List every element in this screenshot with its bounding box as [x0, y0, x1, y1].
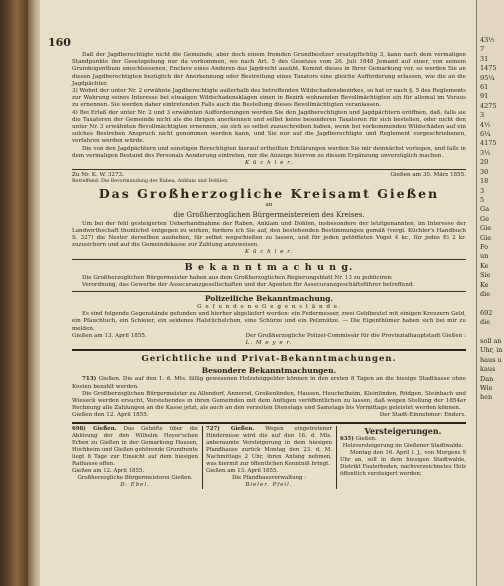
- besondere-heading: Besondere Bekanntmachungen.: [201, 366, 337, 376]
- notice-635-text: Montag den 16. April l. J., von Morgens 9 Uhr an, soll in dem hiesigen Stadtwalde, Distrikt Faulerboden, nachverzeichnetes Holz öffentlich versteigert werden:: [340, 449, 466, 477]
- polizei-office: Der Großherzogliche Polizei-Commissär für die Provinzialhauptstadt Gießen :: [245, 332, 466, 339]
- adjacent-page-line: 91: [480, 92, 489, 101]
- notice-698-office: Großherzogliche Bürgermeisterei Gießen.: [77, 474, 193, 481]
- page-gutter: [28, 0, 40, 586]
- polizei-footer: [72, 333, 466, 340]
- gefunden-subheading: G e f u n d e n e G e g e n s t ä n d e.: [197, 304, 341, 311]
- reference-subject: Betreffend: Die Bevormundung der Rabea, Anklam und Doblien.: [72, 179, 229, 185]
- adjacent-page-line: Ke: [480, 280, 489, 289]
- adjacent-page-lines: [477, 0, 504, 403]
- notice-713-text-2: Die Großherzoglichen Bürgermeister zu Allendorf, Annerod, Großenlinden, Hausen, Heuchelheim, Kleinlinden, Rödgen, Steinbach und Wieseck werden ersucht, Vorstehendes in ihren Gemeinden mit dem Anfügen veröffentlichen zu lassen, daß wegen Stellung der 1854er Rechnung alle Zahlungen an die Kasse jetzt, als auch an den verzeiten Dienstags und Samstags bis Vormittags geleistet werden können.: [72, 390, 466, 412]
- divider: [72, 169, 466, 170]
- reference-number: Zu Nr. K. W. 3273.: [72, 172, 124, 179]
- adjacent-page-line: Fo: [480, 242, 489, 251]
- adjacent-page-line: kaus: [480, 365, 496, 374]
- three-column-notices: [72, 426, 466, 489]
- versteigerungen: [336, 426, 466, 489]
- polizei-heading: Polizeiliche Bekanntmachung.: [204, 294, 334, 304]
- adjacent-page-line: [477, 328, 504, 337]
- book-spine: [0, 0, 28, 586]
- notice-727-signature: Bieler. Pfeil.: [245, 481, 293, 488]
- page-number: 160: [48, 36, 71, 49]
- adjacent-page-line: Ga: [480, 205, 490, 214]
- signature-kuechler-2: K ü c h l e r.: [244, 249, 294, 256]
- polizei-date: Gießen am 13. April 1855.: [72, 332, 147, 339]
- gefunden-text: Es sind folgende Gegenstände gefunden und hierher abgeliefert worden: ein Federmesser, zwei Geldbeutel mit einigen Kreuzern Geld, ein Pfauchtuch, ein Schleier, ein seidenes Halstüchelchen, eine Schürze und ein Pelzmütze. — Die Eigenthümer haben sich bei mir zu melden.: [72, 311, 466, 332]
- adjacent-page-line: 1475: [480, 64, 497, 73]
- kreisamt-an: an: [265, 202, 273, 209]
- notice-713-number: 713): [82, 376, 97, 383]
- notice-713-date: Gießen den 12. April 1855.: [72, 412, 149, 419]
- adjacent-page-line: 4½: [480, 120, 491, 129]
- notice-727-date: Gießen am 13. April 1855.: [206, 467, 279, 474]
- left-page: [40, 0, 476, 586]
- adjacent-page-line: 31: [480, 54, 489, 63]
- divider: [72, 259, 466, 260]
- adjacent-page-line: 4175: [480, 139, 497, 148]
- adjacent-page-line: hen: [480, 393, 493, 402]
- notice-635-subtitle: Holzversteigerung im Gießener Stadtwalde.: [342, 442, 464, 449]
- divider-thick: [72, 349, 466, 351]
- notice-727-office: Die Pfandhausverwaltung :: [231, 474, 307, 481]
- notice-698-text: Das Gehöfte über die Ablösung der den Wilhelm Heyer'schen Erben zu Gießen in der Gemarkung Hausen, Hochheim und Gießen gehörende Grundrente liegt 8 Tage zur Einsicht auf dem hiesigen Rathause offen.: [72, 425, 198, 467]
- adjacent-page-line: 3½: [480, 148, 491, 157]
- notice-713-body: Gießen. Die auf den 1. d. Mts. fällig gewesenen Holzsteiggelder können in den ersten 8 Tagen an die hiesige Stadtkasse ohne Kosten bezahlt werden.: [72, 376, 467, 390]
- adjacent-page-line: 20: [480, 158, 489, 167]
- kreisamt-heading: Das Großherzogliche Kreisamt Gießen: [98, 186, 440, 202]
- kreisamt-addressee: die Großherzoglichen Bürgermeistereien des Kreises.: [173, 210, 365, 219]
- page-content: [72, 52, 466, 489]
- adjacent-page-line: 30: [480, 167, 489, 176]
- notice-727-number: 727) Gießen.: [206, 425, 255, 432]
- adjacent-page-line: 692: [480, 308, 493, 317]
- adjacent-page-line: 4275: [480, 101, 497, 110]
- adjacent-page-line: haus u: [480, 355, 502, 364]
- adjacent-page-line: Uhr, in: [480, 346, 503, 355]
- adjacent-page-line: Dan: [480, 374, 494, 383]
- adjacent-page-line: [477, 299, 504, 308]
- adjacent-page-line: die: [480, 289, 491, 298]
- adjacent-page-line: 95¼: [480, 73, 495, 82]
- signature-kuechler-1: K ü c h l e r.: [244, 160, 294, 167]
- bekanntmachung-heading: B e k a n n t m a c h u n g.: [184, 261, 354, 273]
- adjacent-page-line: Ke: [480, 261, 489, 270]
- versteigerungen-heading: Versteigerungen.: [364, 425, 442, 436]
- notice-727-text: Wegen eingetretener Hindernisse wird die auf den 16. d. Mts. anberaumte Versteigerung in dem hiesigen Pfandhause zurück Montag den 23. d. M. Nachmittags 2 Uhr, ihren Anfang nehmen, was hiermit zur öffentlichen Kenntniß bringt.: [206, 425, 332, 467]
- divider: [72, 291, 466, 292]
- intro-paragraph-4: Die von den Jagdpächtern und sonstigen Berechtigten hierauf ertheilten Erklärungen werden Sie mir demnächst vorlegen, und falls in dem vermaligen Bestand des Personals Aenderung eintreten, mir die Anzeige hiervon zu diesem Ergänzung unverzüglich machen.: [72, 145, 466, 159]
- notice-713-signature: Der Stadt-Einnehmer: Enders.: [379, 412, 466, 419]
- notice-698-number: 698) Gießen.: [72, 425, 117, 432]
- adjacent-page-line: un: [480, 252, 489, 261]
- adjacent-page-line: die: [480, 318, 491, 327]
- adjacent-page-line: Gie: [480, 233, 492, 242]
- divider-thick: [72, 422, 466, 424]
- notice-698: [72, 426, 198, 489]
- notice-713-text: [72, 376, 466, 390]
- intro-paragraph-1: Daß der Jagdberechtigte nicht die Gemeinde, aber doch einem fremden Grundbesitzer ersatzpflichtig 3, kann nach dem vermaligen Standpunkte der Gesetzgebung nur da vorkommen, wo nach Art. 5 des Gesetzes vom 26. Juli 1848 Jemand auf einer, von seinem Grundeigenthum umschlossenen, Enclave eines Anderen das Jagdrecht ausübt. Kommt dieses in Ihrer Gemarkung vor, so werden Sie an diesen Jagdberechtigten bezüglich der Anerkennung oder Bestreitung eines Taxators eine gleiche Aufforderung erlassen, wie die an die Jagdpächter.: [72, 52, 466, 87]
- adjacent-page-line: 6¼: [480, 130, 491, 139]
- intro-paragraph-2: 3) Wohnt der unter Nr. 2 erwähnte Jagdberechtigte außerhalb des betreffenden Wildschadensbezirkes, so hat er nach §. 5 des Reglements zur Wahrung seines Interesse bei etwaigen Wildschadensklagen einen in Bezirk wohnenden Bevollmächtigten ein für allemal im Voraus zu ernennen. Sie werden daher eintretenden Falls auch die Bestellung dieses Bevollmächtigten veranlassen.: [72, 88, 466, 109]
- adjacent-page-line: 7: [480, 45, 485, 54]
- intro-paragraph-3: 4) Bei Erlaß der unter Nr. 2 und 3 erwähnten Aufforderungen werden Sie den Jagdberechtigten und Jagdpächtern eröffnen, daß, falls sie die Taxatoren der Gemeinde nicht als die ihrigen anerkennen und selbst keine besonderen Taxatoren für sich bestellen, oder nicht den unter Nr. 3 erwähnten Bevollmächtigten ernennen, sie sich so selbst zuzuschreiben haben, wenn bei vorkommenden Wildschäden auf ein solches Bestreben Anspruch nicht genommen werden kann, und Sie nur auf die Jagdberechtigte und Reglement vorgeschriebenen, verfahren werden würde.: [72, 109, 466, 145]
- adjacent-page-edge: [476, 0, 504, 586]
- gericht-heading: Gerichtliche und Privat-Bekanntmachungen.: [141, 354, 397, 365]
- notice-698-signature: D. Ebel.: [120, 481, 150, 488]
- adjacent-page-line: Wie: [480, 384, 493, 393]
- adjacent-page-line: Ge: [480, 214, 490, 223]
- adjacent-page-line: 3: [480, 186, 485, 195]
- notice-727: [202, 426, 332, 489]
- adjacent-page-line: Sie: [480, 271, 491, 280]
- reference-place-date: Gießen am 30. März 1855.: [390, 172, 466, 179]
- adjacent-page-line: 5: [480, 195, 485, 204]
- kreisamt-text: Um bei der fehl gesteigerten Ueberhandnahme der Raben, Anklam und Dohlen, insbesondere der letztgenannten, im Interesse der Landwirthschaft thunlichst entgegen zu wirken, fordere ich Sie auf, den bestehenden Bestimmungen gemäß (vergl. Küchler's Handbuch S. 327) die Nester derselben ausheben, für selbst wegschießen zu lassen, und für jeden getödteten Vogel 4 kr., für jedes Ei 2 kr. zuzusichern und auf die Gemeindekasse zur Zahlung anzuweisen.: [72, 220, 466, 249]
- notice-635-place: Gießen.: [355, 435, 377, 442]
- adjacent-page-line: 18: [480, 177, 489, 186]
- adjacent-page-line: soll an: [480, 337, 502, 345]
- bekanntmachung-text-2: Verordnung, das Gewerbe der Assecuranzgesellschaften und der Agenten für Assecuranzgeschäftsführer betreffend.: [82, 281, 415, 288]
- notice-713-footer: [72, 412, 466, 419]
- adjacent-page-line: 3: [480, 111, 485, 120]
- notice-698-date: Gießen am 12. April 1855.: [72, 467, 145, 474]
- notice-635-number: 635): [340, 435, 354, 442]
- adjacent-page-line: 43½: [480, 36, 495, 44]
- adjacent-page-line: 61: [480, 83, 489, 92]
- bekanntmachung-text-1: Die Großherzoglichen Bürgermeister haben aus dem Großherzoglichen Regierungsblatt Nr. 13 zu publiciren:: [82, 274, 393, 281]
- adjacent-page-line: Gie: [480, 224, 492, 233]
- polizei-signature: L. M e y e r.: [245, 340, 293, 347]
